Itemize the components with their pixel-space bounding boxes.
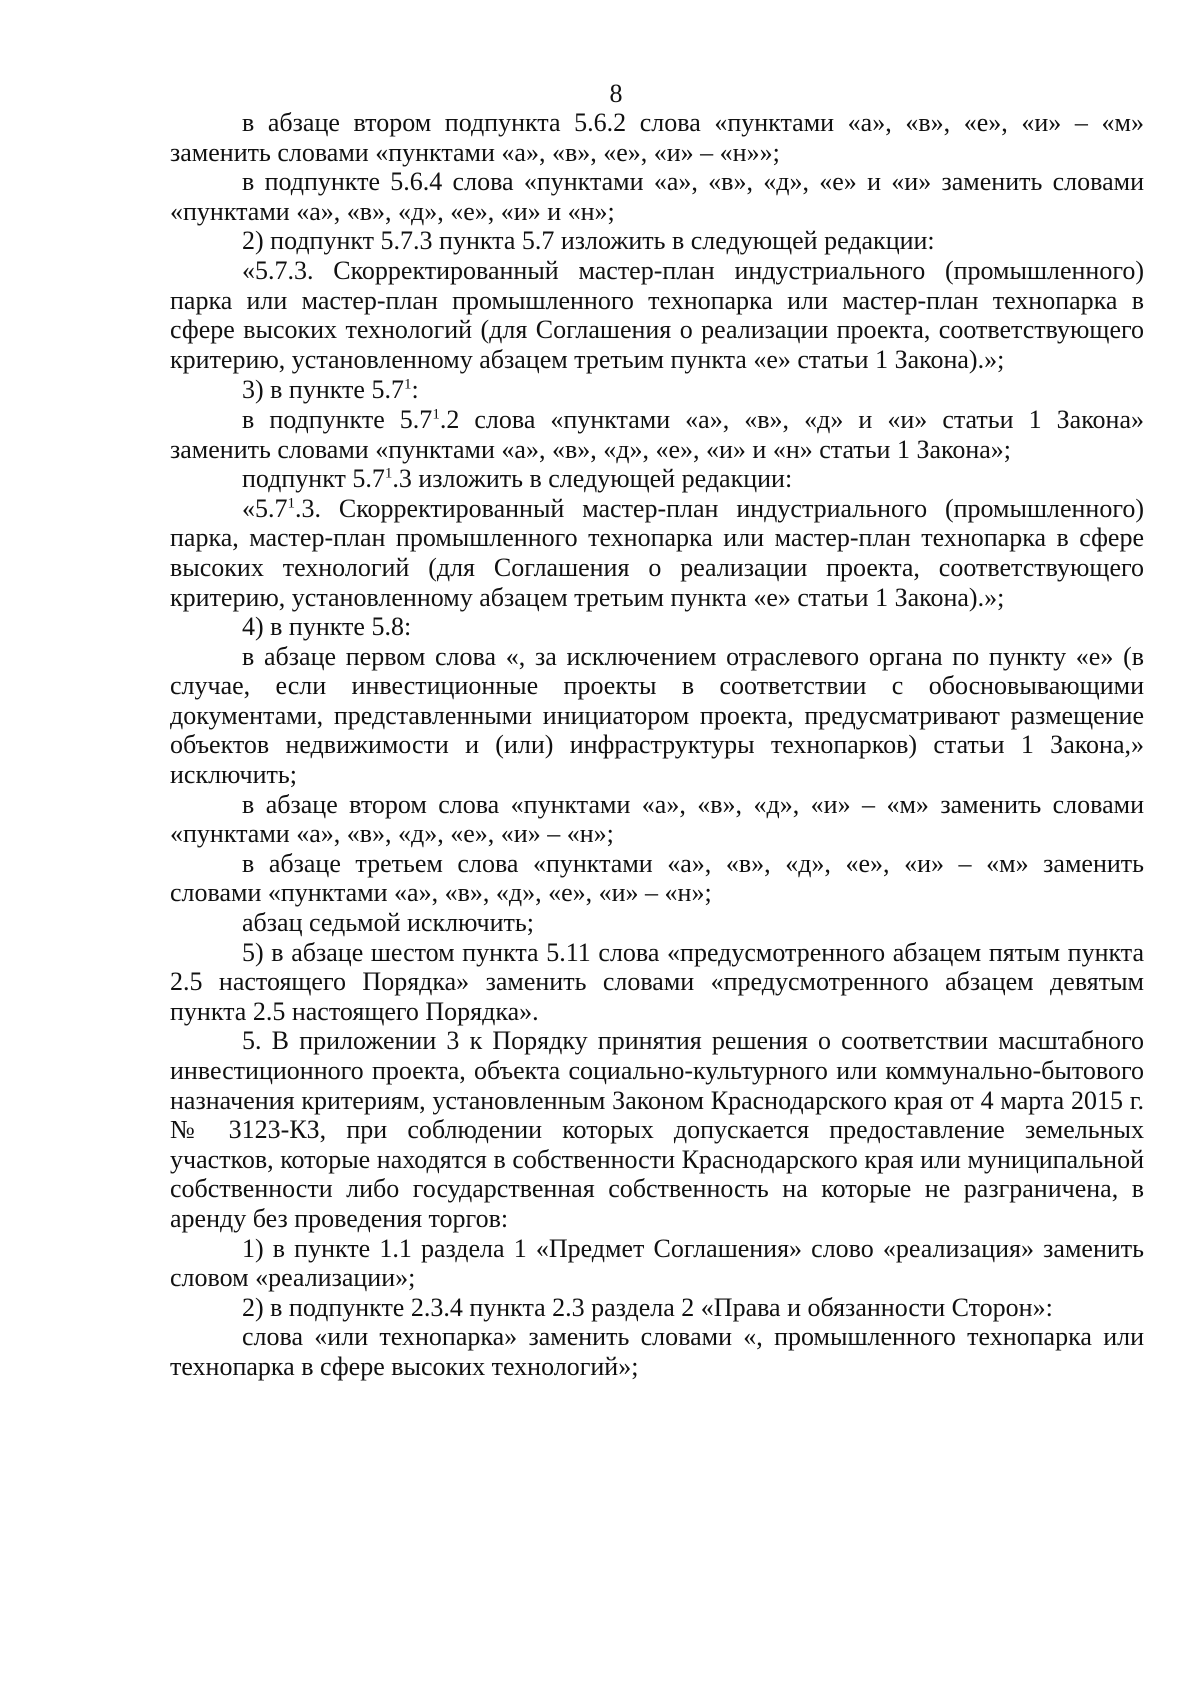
paragraph-text: 3) в пункте 5.7: [242, 375, 404, 405]
document-body: [170, 108, 1144, 1382]
superscript: 1: [287, 495, 295, 512]
superscript: 1: [432, 406, 440, 423]
paragraph: 4) в пункте 5.8:: [242, 612, 412, 642]
paragraph: 1) в пункте 1.1 раздела 1 «Предмет Соглашения» слово «реализация» заменить словом «реализации»;: [170, 1233, 1144, 1293]
paragraph-text: .2 слова «пунктами «а», «в», «д» и «и» статьи 1 Закона» заменить словами «пунктами «а», «в», «д», «е», «и» и «н» статьи 1 Закона»;: [170, 404, 1144, 464]
paragraph-text: :: [411, 375, 419, 405]
paragraph-text: «5.7: [242, 493, 288, 523]
paragraph-text: в подпункте 5.7: [242, 404, 433, 434]
superscript: 1: [384, 465, 393, 482]
paragraph: слова «или технопарка» заменить словами «, промышленного технопарка или технопарка в сфере высоких технологий»;: [170, 1322, 1144, 1381]
paragraph: абзац седьмой исключить;: [242, 908, 534, 938]
paragraph: 5. В приложении 3 к Порядку принятия решения о соответствии масштабного инвестиционного проекта, объекта социально-культурного или коммунально-бытового назначения критериям, установленным Законом Краснодарского края от 4 марта 2015 г. № 3123-КЗ, при соблюдении которых допускается предоставление земельных участков, которые находятся в собственности Краснодарского края или муниципальной собственности либо государственная собственность на которые не разграничена, в аренду без проведения торгов:: [170, 1026, 1144, 1233]
paragraph-text: .3. Скорректированный мастер-план индустриального (промышленного) парка, мастер-план промышленного технопарка или мастер-план технопарка в сфере высоких технологий (для Соглашения о реализации проекта, соответствующего критерию, установленному абзацем третьим пункта «е» статьи 1 Закона).»;: [170, 493, 1144, 612]
paragraph: [170, 405, 1144, 464]
paragraph: [170, 464, 1144, 494]
page-number: 8: [609, 79, 623, 108]
paragraph: в подпункте 5.6.4 слова «пунктами «а», «в», «д», «е» и «и» заменить словами «пунктами «а», «в», «д», «е», «и» и «н»;: [170, 167, 1144, 226]
paragraph: в абзаце третьем слова «пунктами «а», «в», «д», «е», «и» – «м» заменить словами «пунктами «а», «в», «д», «е», «и» – «н»;: [170, 848, 1144, 908]
paragraph: «5.7.3. Скорректированный мастер-план индустриального (промышленного) парка или мастер-план промышленного технопарка или мастер-план технопарка в сфере высоких технологий (для Соглашения о реализации проекта, соответствующего критерию, установленному абзацем третьим пункта «е» статьи 1 Закона).»;: [170, 255, 1144, 374]
superscript: 1: [403, 376, 412, 393]
paragraph: в абзаце первом слова «, за исключением отраслевого органа по пункту «е» (в случае, если инвестиционные проекты в соответствии с обосновывающими документами, представленными инициатором проекта, предусматривают размещение объектов недвижимости и (или) инфраструктуры технопарков) статьи 1 Закона,» исключить;: [170, 641, 1144, 790]
paragraph: в абзаце втором слова «пунктами «а», «в», «д», «и» – «м» заменить словами «пунктами «а», «в», «д», «е», «и» – «н»;: [170, 789, 1144, 849]
paragraph: 2) в подпункте 2.3.4 пункта 2.3 раздела 2 «Права и обязанности Сторон»:: [242, 1292, 1053, 1322]
paragraph-text: подпункт 5.7: [242, 464, 385, 494]
paragraph: 2) подпункт 5.7.3 пункта 5.7 изложить в следующей редакции:: [242, 226, 935, 256]
paragraph: [170, 494, 1144, 612]
paragraph: [170, 375, 1144, 405]
paragraph-text: .3 изложить в следующей редакции:: [392, 464, 793, 494]
paragraph: 5) в абзаце шестом пункта 5.11 слова «предусмотренного абзацем пятым пункта 2.5 настоящего Порядка» заменить словами «предусмотренного абзацем девятым пункта 2.5 настоящего Порядка».: [170, 937, 1144, 1026]
paragraph: в абзаце втором подпункта 5.6.2 слова «пунктами «а», «в», «е», «и» – «м» заменить словами «пунктами «а», «в», «е», «и» – «н»»;: [170, 108, 1144, 167]
